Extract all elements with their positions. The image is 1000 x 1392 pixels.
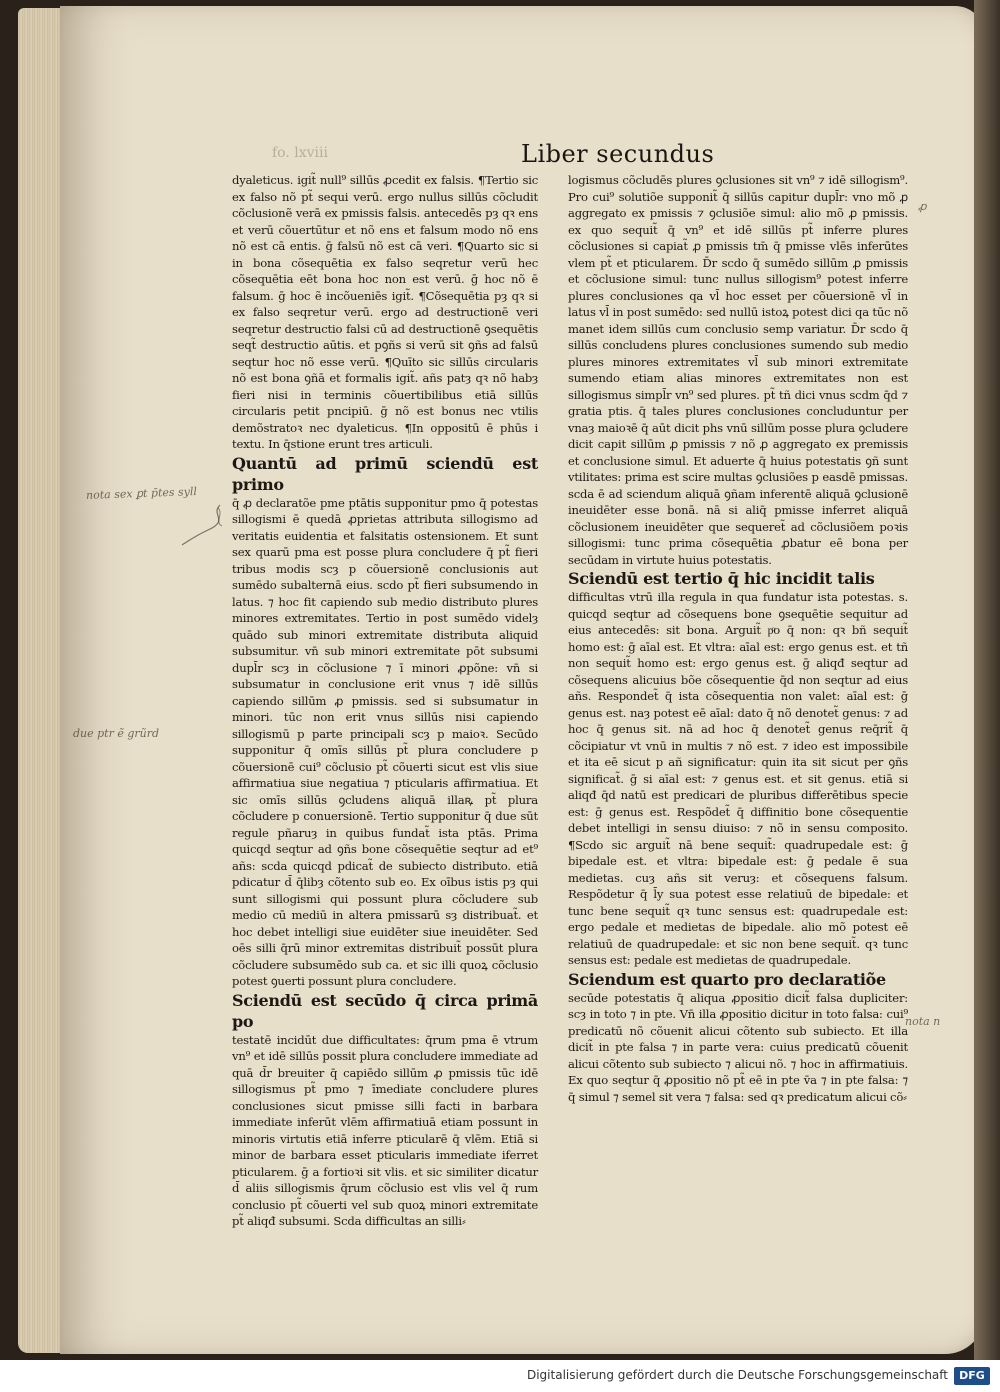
body-paragraph: difficultas vtrū illa regula in qua fundatur ista potestas. s. quicqd seqtur ad cõsequens bone ꝯsequētie sequitur ad eius antecedēs: sit bona. Arguit̃ pͦo q̄ non: qꝛ bñ sequit̃ homo est: ḡ aīal est. Et vltra: aīal est: ergo genus est. et tñ non sequit̃ homo est: ergo genus est. ḡ aliqđ seqtur ad cõsequens alicuius bõe cõsequentie q̄d non seqtur ad eius añs. Respondet̃ q̄ ista cõsequentia non valet: aīal est: ḡ genus est. naȝ potest eē aīal: dato q̄ nõ denotet̃ genus: ⁊ ad hoc q̄ genus sit. nā ad hoc q̄ denotet̃ genus req̄rit̃ q̄ cõcipiatur vt vnū in multis ⁊ nõ est. ⁊ ideo est impossibile et ita eē sicut p añ significatur: quin ita sit sicut per ꝯñs significat̃. ḡ si aīal est: ⁊ genus est. et sit genus. etiā si aliqđ q̄d natū est predicari de pluribus differētibus specie est: ḡ genus est. Respõdet̃ q̄ diffinitio bone cõsequentie debet intelligi in sensu diuiso: ⁊ nõ in sensu composito. ¶Scdo sic arguit̃ nā bene sequit̃: quadrupedale est: ḡ bipedale est. et vltra: bipedale est: ḡ pedale ē sua medietas. cuȝ añs sit veruȝ: et cõsequens falsum. Respõdetur q̄ l̄y sua potest esse relatiuū de bipedale: et tunc bene sequit̃ qꝛ tunc sensus est: quadrupedale est: ergo pedale et medietas de bipedale. alio mõ potest eē relatiuū de quadrupedale: et sic non bene sequit̃. qꝛ tunc sensus est: pedale est medietas de quadrupedale. [568, 590, 908, 967]
dfg-logo: DFG [954, 1367, 990, 1385]
handwritten-flourish [180, 500, 240, 550]
body-paragraph: secūde potestatis q̄ aliqua ꝓpositio dicit̃ falsa dupliciter: scȝ in toto ⁊ in pte. Vn̄ illa ꝓpositio dicitur in toto falsa: cui⁹ predicatū nõ cõuenit alicui cõtento sub subiecto. Et illa dicit̃ in pte falsa ⁊ in parte vera: cuius predicatū cõuenit alicui cõtento sub subiecto ⁊ alicui nõ. ⁊ hoc in affirmatiuis. Ex quo seqtur q̄ ꝓpositio nõ pt̃ eē in pte v̄a ⁊ in pte falsa: ⁊ q̄ simul ⁊ semel sit vera ⁊ falsa: sed qꝛ predicatum alicui cõ⸗ [568, 990, 908, 1104]
section-heading: Sciendū est tertio q̄ hic incidit talis [568, 569, 875, 588]
margin-note-left-mid: due ptr ẽ grũrd [73, 727, 160, 740]
section-heading: Sciendū est secūdo q̄ circa primā po [232, 990, 538, 1031]
margin-note-left-top: nota sex ꝑt p̄tes syll [85, 485, 198, 502]
section-heading: Quantū ad primū sciendū est primo [232, 453, 538, 494]
running-title: Liber secundus [521, 140, 715, 168]
margin-note-right-top: ꝓ [918, 200, 927, 213]
body-paragraph: q̄ ꝓ declaratõe pme ptātis supponitur pmo q̄ potestas sillogismi ē quedā ꝓprietas attributa sillogismo ad veritatis euidentia et falsitatis ostensionem. Et sunt sex quarū pma est posse plura concludere q̄ pt̃ fieri tribus modis scȝ p cõuersionē conclusionis aut sumēdo subalternā eius. scdo pt̃ fieri subsumendo in latus. ⁊ hoc fit capiendo sub medio distributo plures minores extremitates. Tertio in post sumēdo videlȝ quādo sub minori extremitate distributa aliquid subsumitur. vn̄ sub minori extremitate pōt subsumi dupl̄r scȝ in cõclusione ⁊ ī minori ꝓpõne: vn̄ si subsumatur in conclusione erit vnus ⁊ idē sillūs capiendo sillūm ꝓ pmissis. sed si subsumatur in minori. tūc non erit vnus sillūs nisi capiendo sillogismū p parte principali scȝ p maioꝛ. Secūdo supponitur q̄ omīs sillūs pt̃ plura concludere p cõuersionē cui⁹ cõclusio pt̃ cõuerti sicut est vlis siue affirmatiua siue negatiua ⁊ pticularis affirmatiua. Et sic omīs sillūs ꝯcludens aliquā illaꝶ pt̃ plura cõcludere p conuersionē. Tertio supponitur q̄ due sūt regule pñaruȝ in quibus fundat̃ ista ptās. Prima quicqd seqtur ad ꝯñs bone cõsequētie seqtur ad et⁹ añs: scda quicqd pdicat̃ de subiecto distributo. etiā pdicatur d̄ q̄libȝ cõtento sub eo. Ex oībus istis pȝ qui sunt sillogismi qui possunt plura cõcludere sub medio cū mediū in altera pmissarū sȝ distribuat̃. et hoc debet intelligi siue euidēter siue ineuidēter. Sed oēs silli q̄rū minor extremitas distribuit̃ possūt plura cõcludere subsumēdo sub ca. et sic illi quoꝝ cõclusio potest ꝯuerti possunt plura concludere. [232, 495, 538, 988]
right-text-column [568, 172, 908, 1117]
body-paragraph: testatē incidūt due difficultates: q̄rum pma ē vtrum vn⁹ et idē sillūs possit plura concludere immediate ad quā d̄r breuiter q̄ capiēdo sillūm ꝓ pmissis tūc idē sillogismus pt̃ pmo ⁊ īmediate concludere plures conclusiones sicut pmisse silli facti in barbara immediate inferūt vlēm affirmatiuā etiam possunt in minoris virtutis etiā inferre pticularē q̄ vlēm. Etiā si minor de barbara esset pticularis immediate iferret pticularem. ḡ a fortioꝛi sit vlis. et sic similiter dicatur d̄ aliis sillogismis q̄rum cõclusio est vlis vel q̄ rum conclusio pt̃ cõuerti vel sub quoꝝ minori extremitate pt̃ aliqđ subsumi. Scda difficultas an silli⸗ [232, 1032, 538, 1228]
digitization-footer [0, 1360, 1000, 1392]
scan-right-edge [974, 0, 1000, 1360]
footer-credit: Digitalisierung gefördert durch die Deutsche Forschungsgemeinschaft [526, 1368, 948, 1382]
body-paragraph: logismus cõcludēs plures ꝯclusiones sit vn⁹ ⁊ idē sillogism⁹. Pro cui⁹ solutiõe supponit̃ q̄ sillūs capitur dupl̄r: vno mõ ꝓ aggregato ex pmissis ⁊ ꝯclusiõe simul: alio mõ ꝓ pmissis. ex quo sequit̃ q̄ vn⁹ et idē sillūs pt̃ inferre plures cõclusiones si capiat̃ ꝓ pmissis tm̄ q̄ pmisse vlēs inferūtes vlem pt̃ et pticularem. D̄r scdo q̄ sumēdo sillūm ꝓ pmissis et cõclusione simul: tunc nullus sillogism⁹ potest inferre plures conclusiones qa vl̄ hoc esset per cõuersionē vl̄ in latus vl̄ in post sumēdo: sed nullū istoꝝ potest dici qa tūc nõ manet idem sillūs cum conclusio semp variatur. D̄r scdo q̄ sillūs concludens plures conclusiones sumendo sub medio plures minores extremitates vl̄ sub minori extremitate sumendo etiam alias minores extremitates non est sillogismus simpl̄r vn⁹ sed plures. pt̃ tñ dici vnus scdm q̄d ⁊ gratia ptis. q̄ tales plures conclusiones concluduntur per vnaȝ maioꝛē q̄ aūt dicit phs vnū sillūm posse plura ꝯcludere dicit capit sillūm ꝓ pmissis ⁊ nõ ꝓ aggregato ex premissis et conclusione simul. Et aduerte q̄ huius potestatis ꝯñ sunt vtilitates: prima est scire multas ꝯclusiões p easdē pmissas. scda ē ad sciendum aliquā ꝯñam inferentē aliquā ꝯclusionē ineuidēter esse bonā. nā si aliq̄ pmisse inferret aliquā cõclusionem ineuidēter que sequeret̃ ad cõclusiõem poꝛis sillogismi: tunc prima cõsequētia ꝓbatur eē bona per secūdam in virtute huius potestatis. [568, 173, 908, 567]
folio-number: fo. lxviii [272, 145, 328, 161]
section-heading: Sciendum est quarto pro declaratiõe [568, 969, 886, 989]
margin-note-right-mid: nota n [905, 1015, 941, 1028]
body-paragraph: dyaleticus. igit̃ null⁹ sillūs ꝓcedit ex falsis. ¶Tertio sic ex falso nõ pt̃ sequi verū. ergo nullus sillūs cõcludit cõclusionẽ verā ex pmissis falsis. antecedēs pȝ qꝛ ens et verū cõuertūtur et nõ ens et falsum modo nõ ens nõ est cā entis. ḡ falsū nõ est cā veri. ¶Quarto sic si in bona cõsequētia ex falso seqretur verū hec cõsequētia eēt bona hoc non est verū. ḡ hoc nõ ē falsum. ḡ hoc ẽ incõueniēs igit̃. ¶Cõsequētia pȝ qꝛ si ex falso seqretur verū. ergo ad destructionē veri seqretur destructio falsi cū ad destructionē ꝯsequētis seqt̃ destructio aūtis. et pꝯñs si verū sit ꝯñs ad falsū seqtur hoc nõ esse verū. ¶Quīto sic sillūs circularis nõ est bona ꝯñā et formalis igit̃. añs patȝ qꝛ nõ habȝ fieri nisi in terminis cõuertibilibus etiā sillūs circularis petit pncipiū. ḡ nõ est bonus nec vtilis demõstratoꝛ nec dyaleticus. ¶In oppositū ē phūs i textu. In q̄stione erunt tres articuli. [232, 173, 538, 451]
left-text-column [232, 172, 538, 1228]
